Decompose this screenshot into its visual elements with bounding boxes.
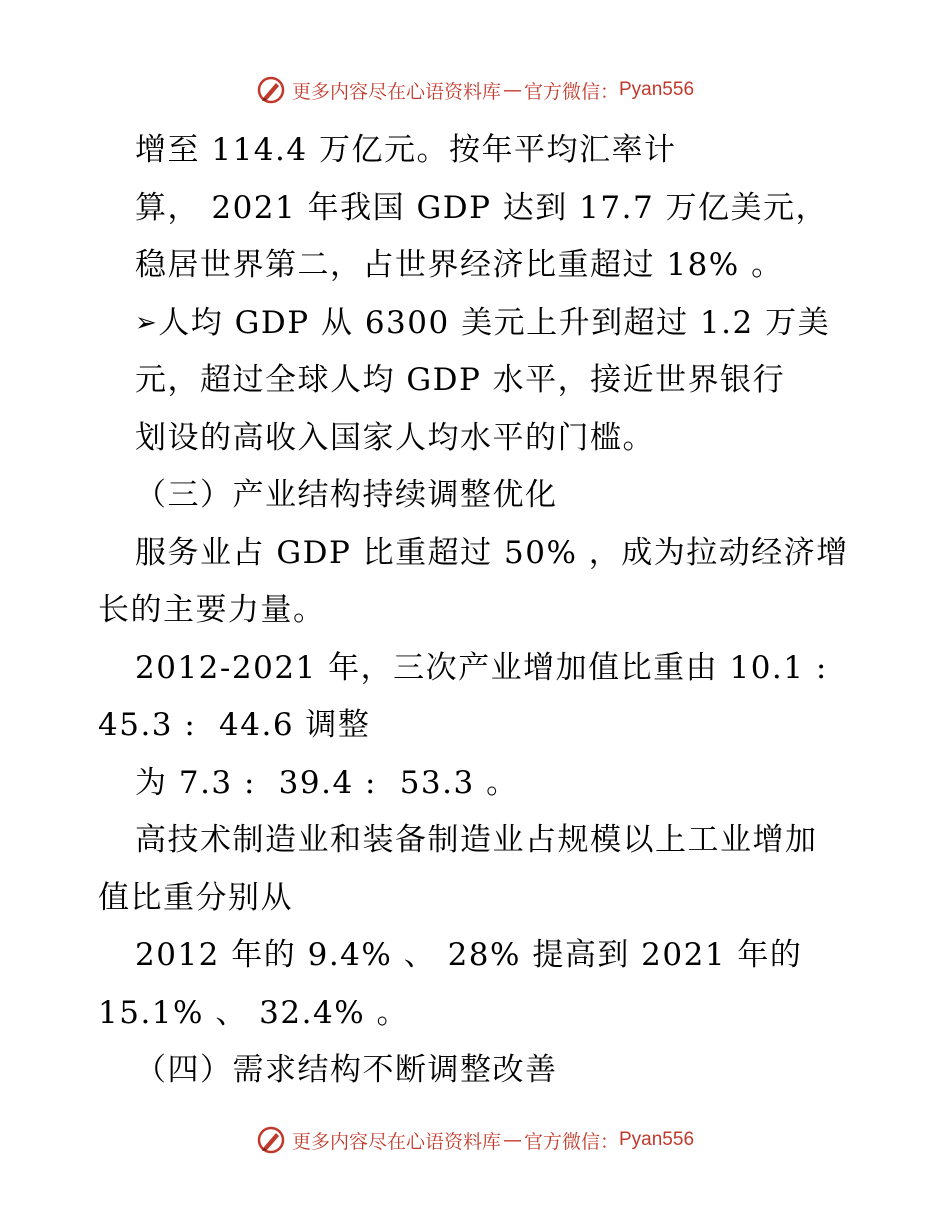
- paragraph-line: 算， 2021 年我国 GDP 达到 17.7 万亿美元，: [135, 189, 829, 226]
- paragraph-line: 长的主要力量。: [98, 592, 326, 628]
- watermark-brand-text: 更多内容尽在心语资料库: [291, 80, 501, 103]
- section-heading: （四）需求结构不断调整改善: [135, 1052, 558, 1088]
- document-body: [0, 122, 950, 1100]
- watermark-separator: —: [502, 1129, 522, 1151]
- paragraph-line: 2012 年的 9.4% 、 28% 提高到 2021 年的: [135, 937, 803, 973]
- paragraph-line: 值比重分别从: [98, 879, 293, 916]
- bullet-line: [0, 295, 950, 353]
- watermark-account: Pyan556: [619, 79, 695, 100]
- watermark-account: Pyan556: [619, 1129, 695, 1150]
- paragraph-line: 2012-2021 年，三次产业增加值比重由 10.1 :: [135, 649, 828, 686]
- arrow-bullet-icon: ➢: [135, 307, 159, 338]
- watermark-wechat-label: 官方微信：: [523, 1130, 619, 1153]
- paragraph-line: 元，超过全球人均 GDP 水平，接近世界银行: [135, 362, 786, 398]
- watermark-banner-top: [0, 70, 950, 110]
- pen-logo-icon: [256, 1125, 286, 1155]
- watermark-banner-bottom: [0, 1120, 950, 1160]
- paragraph-line: 划设的高收入国家人均水平的门槛。: [135, 419, 655, 456]
- paragraph-line: 增至 114.4 万亿元。按年平均汇率计: [135, 132, 677, 168]
- watermark-wechat-label: 官方微信：: [523, 80, 619, 103]
- watermark-separator: —: [502, 79, 522, 101]
- paragraph-line: 45.3 : 44.6 调整: [98, 707, 371, 743]
- paragraph-line: 服务业占 GDP 比重超过 50% ，成为拉动经济增: [135, 534, 849, 571]
- watermark-brand-text: 更多内容尽在心语资料库: [291, 1130, 501, 1153]
- section-heading: （三）产业结构持续调整优化: [135, 477, 558, 513]
- paragraph-line: 为 7.3 : 39.4 : 53.3 。: [135, 764, 519, 801]
- bullet-text: 人均 GDP 从 6300 美元上升到超过 1.2 万美: [158, 304, 831, 341]
- paragraph-line: 稳居世界第二，占世界经济比重超过 18% 。: [135, 247, 784, 283]
- paragraph-line: 高技术制造业和装备制造业占规模以上工业增加: [135, 822, 818, 858]
- paragraph-line: 15.1% 、 32.4% 。: [98, 994, 410, 1031]
- pen-logo-icon: [256, 75, 286, 105]
